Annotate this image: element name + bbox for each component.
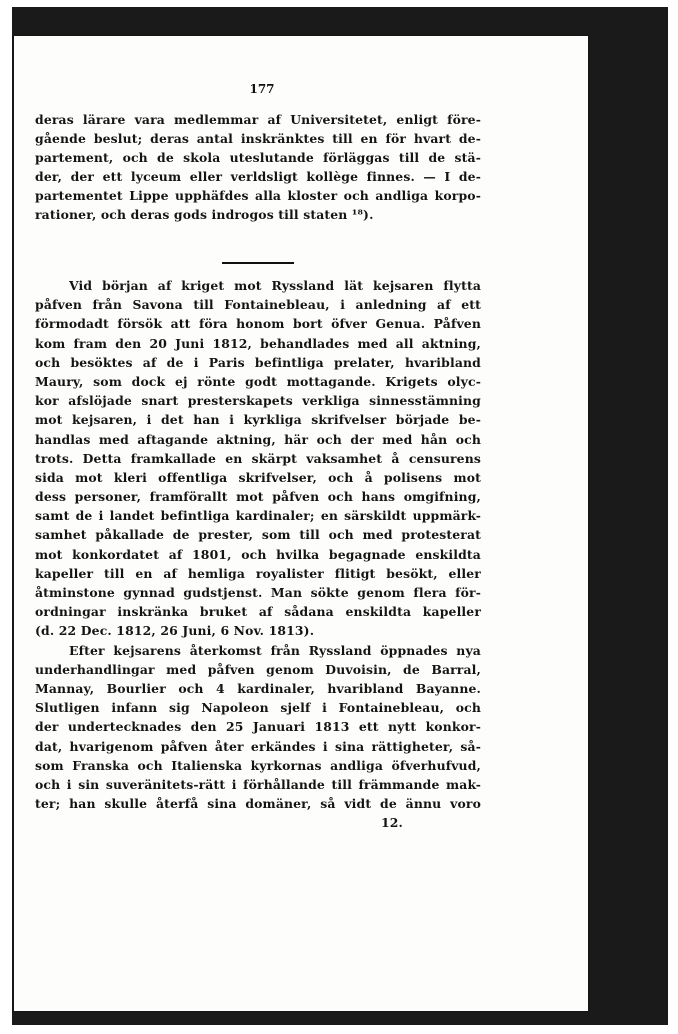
text-line: som Franska och Italienska kyrkornas andliga öfverhufvud, [35, 757, 481, 773]
text-line: Vid början af kriget mot Ryssland lät kejsaren flytta [69, 278, 481, 293]
page-number: 177 [249, 82, 275, 96]
text-line: kor afslöjade snart presterskapets verkliga sinnesstämning [35, 393, 481, 409]
text-line: kapeller till en af hemliga royalister flitigt besökt, eller [35, 565, 481, 581]
main-text [35, 276, 481, 832]
text-line: deras lärare vara medlemmar af Universitetet, enligt före- [35, 112, 481, 127]
text-line: sida mot kleri offentliga skrifvelser, och å polisens mot [35, 469, 481, 485]
text-line: ter; han skulle återfå sina domäner, så vidt de ännu voro [35, 796, 481, 812]
text-line: samt de i landet befintliga kardinaler; en särskildt uppmärk- [35, 508, 481, 524]
text-line: trots. Detta framkallade en skärpt vaksamhet å censurens [35, 450, 481, 466]
text-line: der, der ett lyceum eller verldsligt kollège finnes. — I de- [35, 169, 481, 185]
text-line: dess personer, framförallt mot påfven och hans omgifning, [35, 489, 481, 505]
book-page [14, 36, 588, 1011]
text-line: underhandlingar med påfven genom Duvoisin, de Barral, [35, 661, 481, 677]
text-line: samhet påkallade de prester, som till och med protesterat [35, 527, 481, 543]
text-line: Efter kejsarens återkomst från Ryssland öppnades nya [69, 642, 481, 658]
text-line: rationer, och deras gods indrogos till staten ¹⁸). [35, 207, 374, 223]
text-line: och besöktes af de i Paris befintliga prelater, hvaribland [35, 354, 481, 370]
text-line: partement, och de skola uteslutande förläggas till de stä- [35, 150, 481, 166]
text-line: mot kejsaren, i det han i kyrkliga skrifvelser började be- [35, 412, 481, 428]
text-line: Slutligen infann sig Napoleon sjelf i Fontainebleau, och [35, 700, 481, 716]
text-line: mot konkordatet af 1801, och hvilka begagnade enskildta [35, 546, 481, 562]
section-divider [222, 262, 294, 264]
text-line: Maury, som dock ej rönte godt mottagande. Krigets olyc- [35, 373, 481, 389]
catchword: 12. [380, 815, 403, 831]
text-line: kom fram den 20 Juni 1812, behandlades med all aktning, [35, 335, 481, 351]
text-line: Mannay, Bourlier och 4 kardinaler, hvaribland Bayanne. [35, 680, 481, 696]
text-line: och i sin suveränitets-rätt i förhållande till främmande mak- [35, 776, 481, 792]
text-line: påfven från Savona till Fontainebleau, i anledning af ett [35, 297, 481, 313]
text-line: (d. 22 Dec. 1812, 26 Juni, 6 Nov. 1813). [35, 623, 315, 639]
text-line: åtminstone gynnad gudstjenst. Man sökte genom flera för- [35, 585, 481, 600]
text-line: ordningar inskränka bruket af sådana enskildta kapeller [35, 604, 481, 620]
text-line: partementet Lippe upphäfdes alla kloster och andliga korpo- [35, 188, 481, 204]
text-line: handlas med aftagande aktning, här och der med hån och [35, 431, 481, 447]
text-line: förmodadt försök att föra honom bort öfver Genua. Påfven [35, 316, 481, 332]
text-line: dat, hvarigenom påfven åter erkändes i sina rättigheter, så- [35, 738, 481, 754]
catchword-line [35, 813, 481, 832]
text-line: der undertecknades den 25 Januari 1813 ett nytt konkor- [35, 719, 481, 735]
top-paragraph [35, 110, 481, 225]
text-line: gående beslut; deras antal inskränktes till en för hvart de- [35, 131, 481, 147]
